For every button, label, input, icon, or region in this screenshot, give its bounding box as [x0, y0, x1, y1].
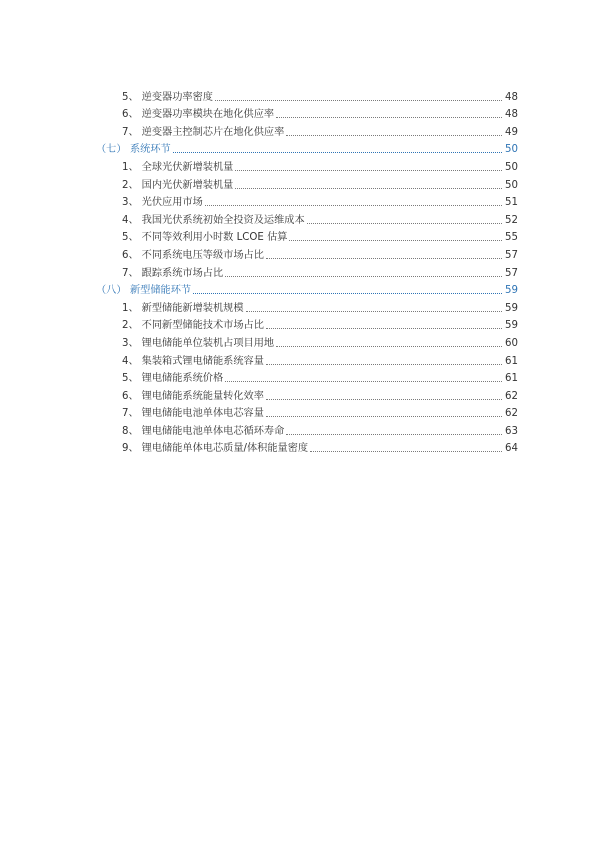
toc-entry-label — [122, 355, 266, 369]
toc-entry-label — [122, 337, 276, 351]
toc-page-number: 61 — [505, 373, 518, 385]
toc-entry-title: 跟踪系统市场占比 — [141, 267, 224, 279]
toc-section-entry[interactable] — [0, 140, 518, 158]
dot-leader — [266, 327, 502, 329]
dot-leader — [205, 204, 502, 206]
toc-entry[interactable] — [0, 87, 518, 105]
toc-entry[interactable] — [0, 105, 518, 123]
dot-leader — [246, 310, 502, 312]
toc-entry-number: 8、 — [122, 425, 139, 437]
toc-page-number: 50 — [505, 144, 518, 156]
toc-entry[interactable] — [0, 351, 518, 369]
toc-entry[interactable] — [0, 157, 518, 175]
toc-page-number: 50 — [505, 161, 518, 173]
toc-entry-title: 锂电储能单位装机占项目用地 — [141, 337, 275, 349]
toc-entry-number: 3、 — [122, 197, 139, 209]
toc-entry-title: 逆变器功率密度 — [141, 91, 213, 103]
toc-entry-number: 6、 — [122, 249, 139, 261]
dot-leader — [225, 275, 502, 277]
toc-entry[interactable] — [0, 386, 518, 404]
toc-entry-title: 逆变器功率模块在地化供应率 — [141, 109, 275, 121]
toc-entry-title: 锂电储能电池单体电芯循环寿命 — [141, 425, 285, 437]
toc-page-number: 63 — [505, 425, 518, 437]
dot-leader — [266, 398, 502, 400]
dot-leader — [310, 450, 502, 452]
dot-leader — [307, 222, 502, 224]
toc-entry-number: 1、 — [122, 161, 139, 173]
toc-entry-label — [122, 442, 310, 456]
toc-page-number: 57 — [505, 267, 518, 279]
toc-entry[interactable] — [0, 175, 518, 193]
toc-page-number: 52 — [505, 214, 518, 226]
toc-entry[interactable] — [0, 245, 518, 263]
toc-entry-title: 我国光伏系统初始全投资及运维成本 — [141, 214, 305, 226]
toc-page-number: 59 — [505, 302, 518, 314]
toc-entry-label — [96, 143, 173, 157]
toc-entry-title: 不同等效利用小时数 LCOE 估算 — [141, 232, 288, 244]
toc-entry-label — [122, 425, 286, 439]
toc-entry[interactable] — [0, 210, 518, 228]
toc-entry[interactable] — [0, 404, 518, 422]
dot-leader — [235, 169, 502, 171]
table-of-contents — [0, 87, 600, 456]
toc-entry-number: 5、 — [122, 373, 139, 385]
toc-entry-title: 锂电储能系统能量转化效率 — [141, 390, 264, 402]
toc-entry-label — [122, 108, 276, 122]
toc-entry-number: 9、 — [122, 443, 139, 455]
dot-leader — [276, 116, 502, 118]
toc-entry[interactable] — [0, 298, 518, 316]
toc-entry-label — [122, 196, 205, 210]
toc-entry-label — [122, 319, 266, 333]
toc-entry-title: 系统环节 — [130, 144, 171, 156]
dot-leader — [193, 292, 502, 294]
toc-entry-number: 7、 — [122, 408, 139, 420]
toc-entry-label — [122, 231, 289, 245]
dot-leader — [173, 151, 502, 153]
toc-page-number: 59 — [505, 320, 518, 332]
toc-entry-number: 4、 — [122, 355, 139, 367]
toc-entry[interactable] — [0, 439, 518, 457]
toc-entry-number: 1、 — [122, 302, 139, 314]
toc-entry-label — [122, 214, 307, 228]
toc-page-number: 64 — [505, 443, 518, 455]
dot-leader — [289, 239, 502, 241]
dot-leader — [215, 99, 502, 101]
toc-entry-label — [122, 267, 225, 281]
toc-entry-number: 6、 — [122, 109, 139, 121]
dot-leader — [286, 433, 502, 435]
toc-entry-number: （八） — [96, 285, 127, 297]
toc-page-number: 61 — [505, 355, 518, 367]
toc-entry-label — [122, 407, 266, 421]
dot-leader — [286, 134, 502, 136]
toc-page-number: 57 — [505, 249, 518, 261]
toc-entry-label — [122, 372, 225, 386]
toc-entry[interactable] — [0, 122, 518, 140]
toc-entry-title: 集装箱式锂电储能系统容量 — [141, 355, 264, 367]
toc-entry-number: 5、 — [122, 91, 139, 103]
toc-entry[interactable] — [0, 333, 518, 351]
dot-leader — [225, 380, 502, 382]
dot-leader — [266, 363, 502, 365]
toc-entry[interactable] — [0, 193, 518, 211]
dot-leader — [266, 415, 502, 417]
toc-entry-label — [122, 302, 246, 316]
toc-entry-label — [122, 249, 266, 263]
toc-page-number: 62 — [505, 408, 518, 420]
toc-entry[interactable] — [0, 316, 518, 334]
toc-entry-title: 锂电储能单体电芯质量/体积能量密度 — [141, 443, 309, 455]
toc-entry-label — [122, 161, 235, 175]
toc-page-number: 48 — [505, 91, 518, 103]
toc-page-number: 60 — [505, 337, 518, 349]
toc-entry-number: 7、 — [122, 267, 139, 279]
toc-entry-label — [122, 390, 266, 404]
toc-entry-label — [122, 91, 215, 105]
toc-entry[interactable] — [0, 421, 518, 439]
toc-page-number: 55 — [505, 232, 518, 244]
toc-entry[interactable] — [0, 228, 518, 246]
toc-entry[interactable] — [0, 263, 518, 281]
toc-entry-title: 锂电储能系统价格 — [141, 373, 224, 385]
toc-entry-number: （七） — [96, 144, 127, 156]
toc-page-number: 49 — [505, 126, 518, 138]
toc-section-entry[interactable] — [0, 281, 518, 299]
toc-entry-number: 5、 — [122, 232, 139, 244]
toc-entry-label — [122, 126, 286, 140]
toc-entry-title: 新型储能新增装机规模 — [141, 302, 244, 314]
toc-entry[interactable] — [0, 369, 518, 387]
toc-entry-number: 6、 — [122, 390, 139, 402]
toc-page-number: 48 — [505, 109, 518, 121]
toc-entry-label — [122, 179, 235, 193]
toc-entry-number: 3、 — [122, 337, 139, 349]
toc-entry-title: 不同系统电压等级市场占比 — [141, 249, 264, 261]
toc-entry-title: 国内光伏新增装机量 — [141, 179, 234, 191]
toc-entry-number: 2、 — [122, 320, 139, 332]
toc-entry-title: 新型储能环节 — [130, 285, 192, 297]
toc-entry-number: 2、 — [122, 179, 139, 191]
toc-entry-number: 7、 — [122, 126, 139, 138]
toc-entry-title: 光伏应用市场 — [141, 197, 203, 209]
dot-leader — [276, 345, 502, 347]
toc-page-number: 51 — [505, 197, 518, 209]
toc-entry-title: 不同新型储能技术市场占比 — [141, 320, 264, 332]
toc-page-number: 62 — [505, 390, 518, 402]
toc-page-number: 59 — [505, 285, 518, 297]
toc-entry-title: 锂电储能电池单体电芯容量 — [141, 408, 264, 420]
dot-leader — [266, 257, 502, 259]
toc-entry-label — [96, 284, 193, 298]
toc-entry-title: 逆变器主控制芯片在地化供应率 — [141, 126, 285, 138]
dot-leader — [235, 187, 502, 189]
toc-entry-title: 全球光伏新增装机量 — [141, 161, 234, 173]
toc-entry-number: 4、 — [122, 214, 139, 226]
toc-page-number: 50 — [505, 179, 518, 191]
